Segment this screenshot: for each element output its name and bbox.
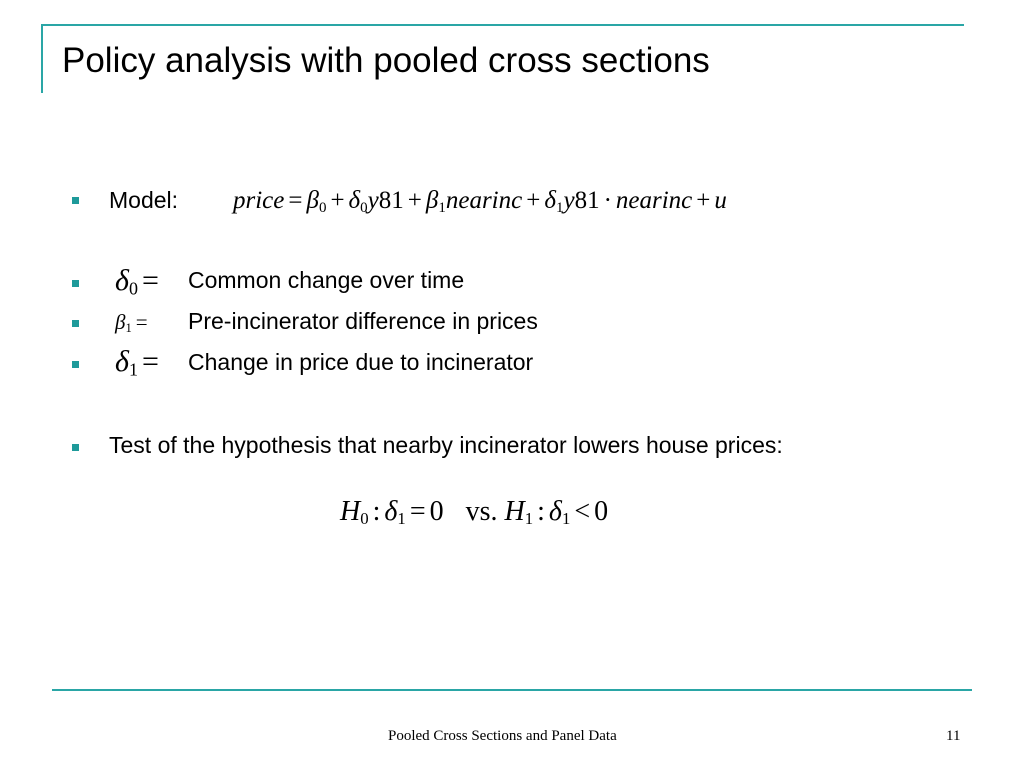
bullet-icon bbox=[72, 444, 79, 451]
footer-divider bbox=[52, 689, 972, 691]
title-frame-top-line bbox=[41, 24, 964, 26]
beta1-description: Pre-incinerator difference in prices bbox=[188, 308, 538, 334]
beta1-symbol: $\beta_1$ = bbox=[115, 310, 148, 336]
delta1-description: Change in price due to incinerator bbox=[188, 349, 534, 375]
delta0-description: Common change over time bbox=[188, 267, 465, 293]
bullet-icon bbox=[72, 280, 79, 287]
bullet-icon bbox=[72, 320, 79, 327]
model-equation: price = $\beta_0 + \delta_0y81$ + $\beta_1nearinc + \delta_1y81$ · nearinc + u bbox=[233, 187, 727, 216]
bullet-icon bbox=[72, 361, 79, 368]
model-label: Model: bbox=[109, 187, 179, 213]
hypothesis-test-text: Test of the hypothesis that nearby incinerator lowers house prices: bbox=[109, 432, 783, 458]
slide-title: Policy analysis with pooled cross sections bbox=[62, 41, 710, 80]
footer-text: Pooled Cross Sections and Panel Data bbox=[388, 728, 617, 744]
bullet-icon bbox=[72, 197, 79, 204]
delta1-symbol: $\delta_1$ = bbox=[115, 345, 159, 380]
delta0-symbol: $\delta_0$ = bbox=[115, 264, 159, 299]
page-number: 11 bbox=[946, 728, 961, 744]
hypothesis-equation: $H_0$ : $\delta_1 = 0$ vs. $H_1$ : $\delta_1 < 0$ bbox=[340, 496, 609, 529]
title-frame-left-line bbox=[41, 24, 43, 93]
